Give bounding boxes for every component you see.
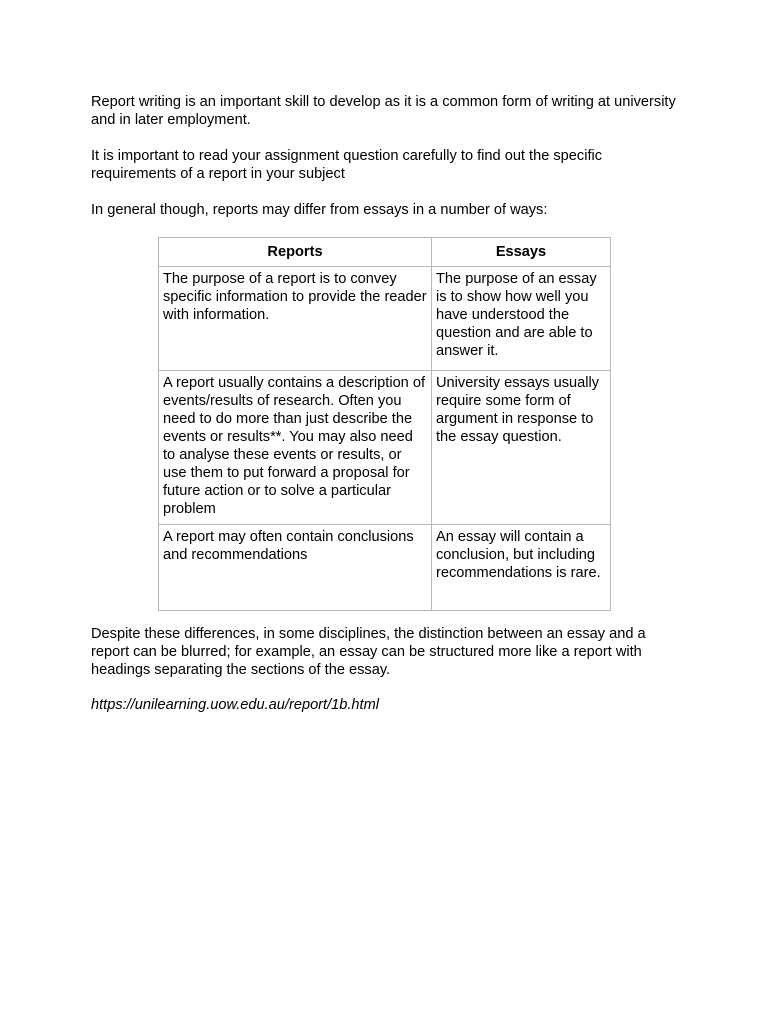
- table-cell-essays: The purpose of an essay is to show how well you have understood the question and are able to answer it.: [432, 267, 611, 371]
- table-cell-essays: An essay will contain a conclusion, but including recommendations is rare.: [432, 525, 611, 611]
- requirements-paragraph: It is important to read your assignment question carefully to find out the specific requirements of a report in your subject: [91, 148, 603, 182]
- table-cell-essays: University essays usually require some form of argument in response to the essay question.: [432, 371, 611, 525]
- table-row: [159, 267, 611, 371]
- reports-vs-essays-table: [158, 237, 611, 611]
- reports-column-header: Reports: [159, 238, 432, 267]
- source-url-text: https://unilearning.uow.edu.au/report/1b.html: [91, 697, 380, 713]
- table-cell-reports: A report usually contains a description of events/results of research. Often you need to do more than just describe the events or results**. You may also need to analyse these events or results, or use them to put forward a proposal for future action or to solve a particular problem: [159, 371, 432, 525]
- essays-column-header: Essays: [432, 238, 611, 267]
- closing-paragraph: Despite these differences, in some disciplines, the distinction between an essay and a report can be blurred; for example, an essay can be structured more like a report with headings separating the sections of the essay.: [91, 626, 646, 678]
- differences-intro-paragraph: In general though, reports may differ from essays in a number of ways:: [91, 202, 548, 218]
- table-row: [159, 525, 611, 611]
- table-header-row: [159, 238, 611, 267]
- table-cell-reports: A report may often contain conclusions and recommendations: [159, 525, 432, 611]
- table-row: [159, 371, 611, 525]
- intro-paragraph: Report writing is an important skill to develop as it is a common form of writing at university and in later employment.: [91, 94, 676, 128]
- table-cell-reports: The purpose of a report is to convey specific information to provide the reader with information.: [159, 267, 432, 371]
